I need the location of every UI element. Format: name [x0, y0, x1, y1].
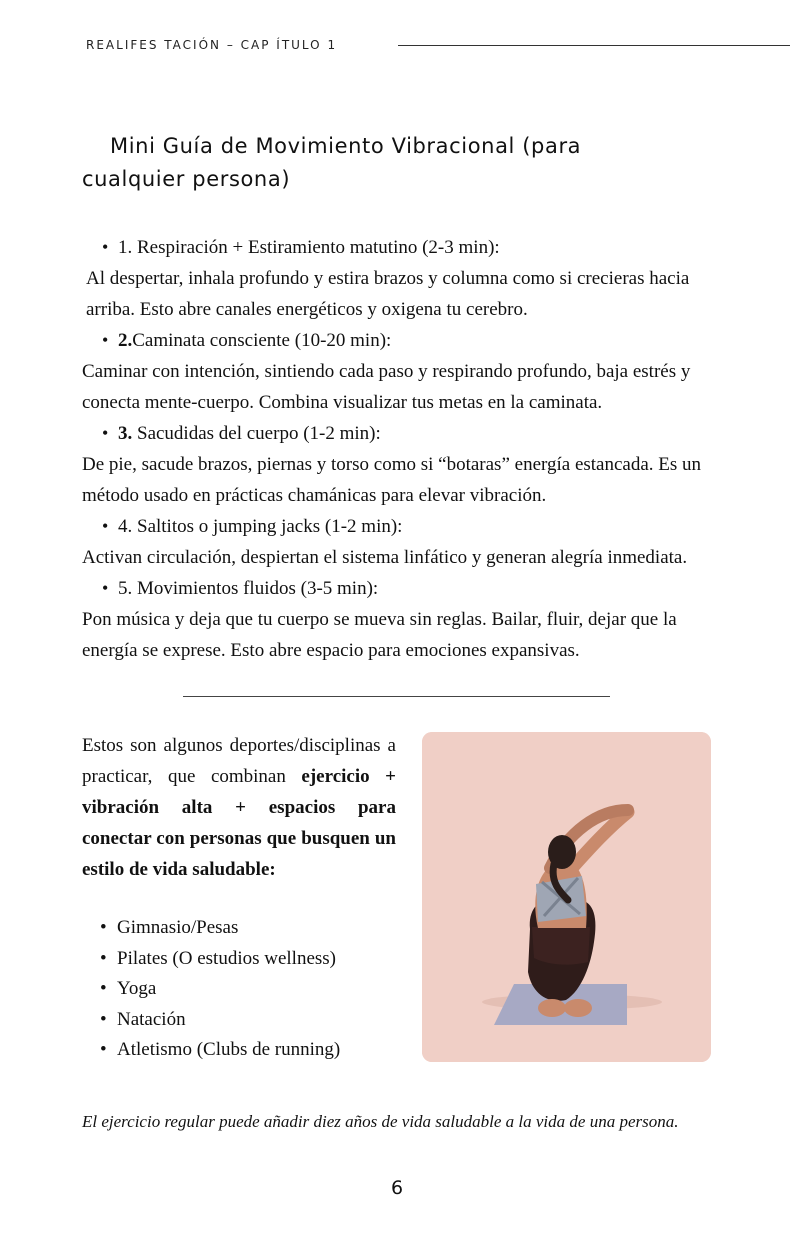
item-body: Caminar con intención, sintiendo cada paso y respirando profundo, baja estrés y conecta mente-cuerpo. Combina visualizar tus metas en la caminata. — [82, 361, 691, 413]
header-rule — [398, 45, 790, 46]
list-item: • Yoga — [100, 974, 340, 1005]
running-head: REALIFES TACIÓN – CAP ÍTULO 1 — [86, 38, 338, 52]
list-item — [82, 325, 722, 418]
item-title: Movimientos fluidos (3-5 min): — [137, 578, 379, 599]
list-item: • Atletismo (Clubs de running) — [100, 1035, 340, 1066]
list-item: • Gimnasio/Pesas — [100, 913, 340, 944]
intro-plain: Estos son algunos deportes/disciplinas a practicar, que combinan — [82, 735, 396, 787]
title-line-1: Mini Guía de Movimiento Vibracional (para — [110, 134, 582, 158]
item-title: Caminata consciente (10-20 min): — [132, 330, 392, 351]
item-title: Sacudidas del cuerpo (1-2 min): — [137, 423, 381, 444]
sports-list — [100, 913, 340, 1066]
right-foot — [564, 999, 592, 1017]
page-title — [82, 130, 702, 196]
yoga-stretch-illustration — [422, 732, 711, 1062]
item-number: 5. — [118, 578, 133, 599]
item-heading — [102, 418, 722, 449]
movement-guide — [82, 232, 722, 666]
item-heading — [102, 232, 722, 263]
list-item — [82, 573, 722, 666]
item-body: Pon música y deja que tu cuerpo se mueva sin reglas. Bailar, fluir, dejar que la energía se exprese. Esto abre espacio para emociones expansivas. — [82, 609, 677, 661]
item-body: Al despertar, inhala profundo y estira brazos y columna como si crecieras hacia arriba. Esto abre canales energéticos y oxigena tu cerebro. — [86, 268, 690, 320]
closing-quote: El ejercicio regular puede añadir diez años de vida saludable a la vida de una persona. — [82, 1112, 679, 1131]
item-number: 2. — [118, 330, 133, 351]
item-heading — [102, 573, 722, 604]
title-line-2: cualquier persona) — [82, 167, 291, 191]
item-number: 1. — [118, 237, 133, 258]
yoga-figure-svg — [422, 732, 711, 1062]
item-number: 4. — [118, 516, 133, 537]
list-item — [82, 232, 722, 325]
section-divider — [183, 696, 610, 697]
page-number: 6 — [390, 1177, 404, 1199]
item-number: 3. — [118, 423, 133, 444]
list-item — [82, 418, 722, 511]
left-foot — [538, 999, 566, 1017]
item-title: Respiración + Estiramiento matutino (2-3 min): — [137, 237, 500, 258]
list-item — [82, 511, 722, 573]
item-heading — [102, 511, 722, 542]
intro-bold: ejercicio + vibración alta + espacios para conectar con personas que busquen un estilo de vida saludable: — [82, 766, 396, 880]
item-body: Activan circulación, despiertan el sistema linfático y generan alegría inmediata. — [82, 547, 688, 568]
pants — [532, 927, 590, 965]
sports-intro — [82, 730, 396, 885]
item-body: De pie, sacude brazos, piernas y torso como si “botaras” energía estancada. Es un método usado en prácticas chamánicas para elevar vibración. — [82, 454, 702, 506]
item-heading — [102, 325, 722, 356]
list-item: • Pilates (O estudios wellness) — [100, 944, 340, 975]
list-item: • Natación — [100, 1005, 340, 1036]
item-title: Saltitos o jumping jacks (1-2 min): — [137, 516, 403, 537]
